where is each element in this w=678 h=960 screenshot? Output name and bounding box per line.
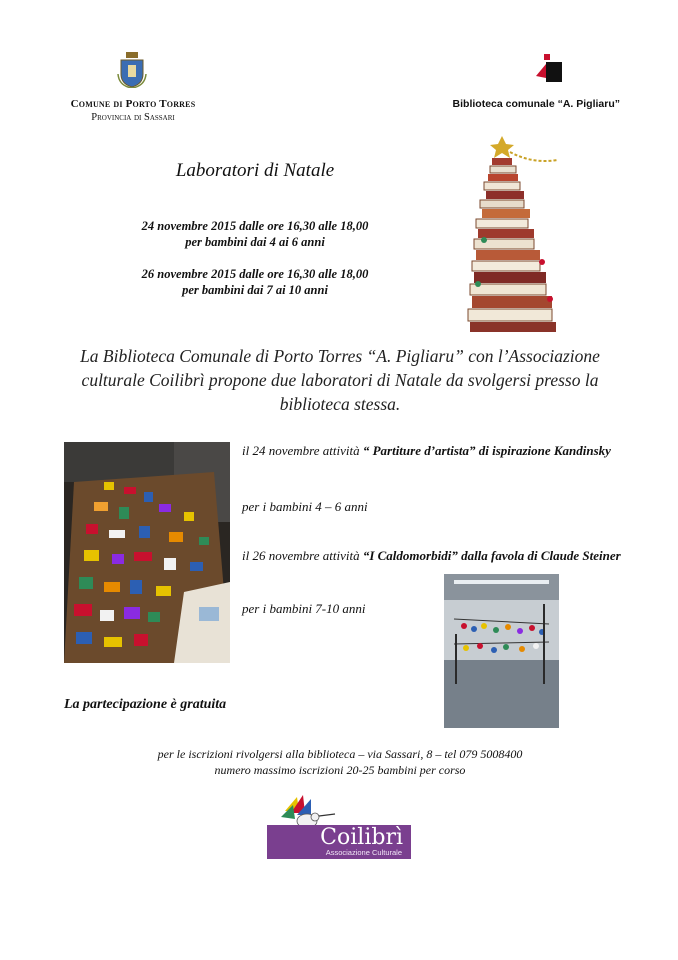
coilibri-name: Coilibrì — [320, 825, 403, 850]
free-participation-note: La partecipazione è gratuita — [64, 697, 227, 712]
intro-paragraph: La Biblioteca Comunale di Porto Torres “A. Pigliaru” con l’Associazione culturale Coilibrì propone due laboratori di Natale da svolgersi presso la biblioteca stessa. — [80, 346, 600, 414]
province-name: Provincia di Sassari — [91, 112, 175, 123]
book-tree-icon — [462, 134, 562, 334]
coilibri-logo — [267, 825, 411, 859]
activity-2-name: “I Caldomorbidi” dalla favola di Claude Steiner — [362, 548, 621, 563]
workshop-photo-kandinsky — [64, 442, 230, 663]
workshop-photo-caldomorbidi — [444, 574, 559, 728]
municipality-name: Comune di Porto Torres — [70, 98, 196, 110]
session1-date: 24 novembre 2015 dalle ore 16,30 alle 18,00 — [141, 219, 369, 233]
municipal-crest-icon — [117, 52, 147, 88]
coilibri-subtitle: Associazione Culturale — [325, 848, 402, 857]
activity-2-ages: per i bambini 7-10 anni — [242, 601, 366, 616]
activity-1: il 24 novembre attività “ Partiture d’artista” di ispirazione Kandinsky — [242, 443, 611, 458]
max-enrollment-info: numero massimo iscrizioni 20-25 bambini per corso — [214, 763, 466, 777]
session1-ages: per bambini dai 4 ai 6 anni — [185, 235, 325, 249]
session2-ages: per bambini dai 7 ai 10 anni — [182, 283, 328, 297]
library-logo-icon — [530, 52, 570, 86]
activity-1-name: “ Partiture d’artista” di ispirazione Kandinsky — [362, 443, 611, 458]
event-title: Laboratori di Natale — [175, 160, 335, 181]
activity-2: il 26 novembre attività “I Caldomorbidi” dalla favola di Claude Steiner — [242, 548, 621, 563]
activity-1-ages: per i bambini 4 – 6 anni — [242, 499, 368, 514]
registration-info: per le iscrizioni rivolgersi alla biblioteca – via Sassari, 8 – tel 079 5008400 — [157, 747, 523, 761]
session2-date: 26 novembre 2015 dalle ore 16,30 alle 18,00 — [141, 267, 369, 281]
library-name: Biblioteca comunale “A. Pigliaru” — [452, 98, 620, 110]
